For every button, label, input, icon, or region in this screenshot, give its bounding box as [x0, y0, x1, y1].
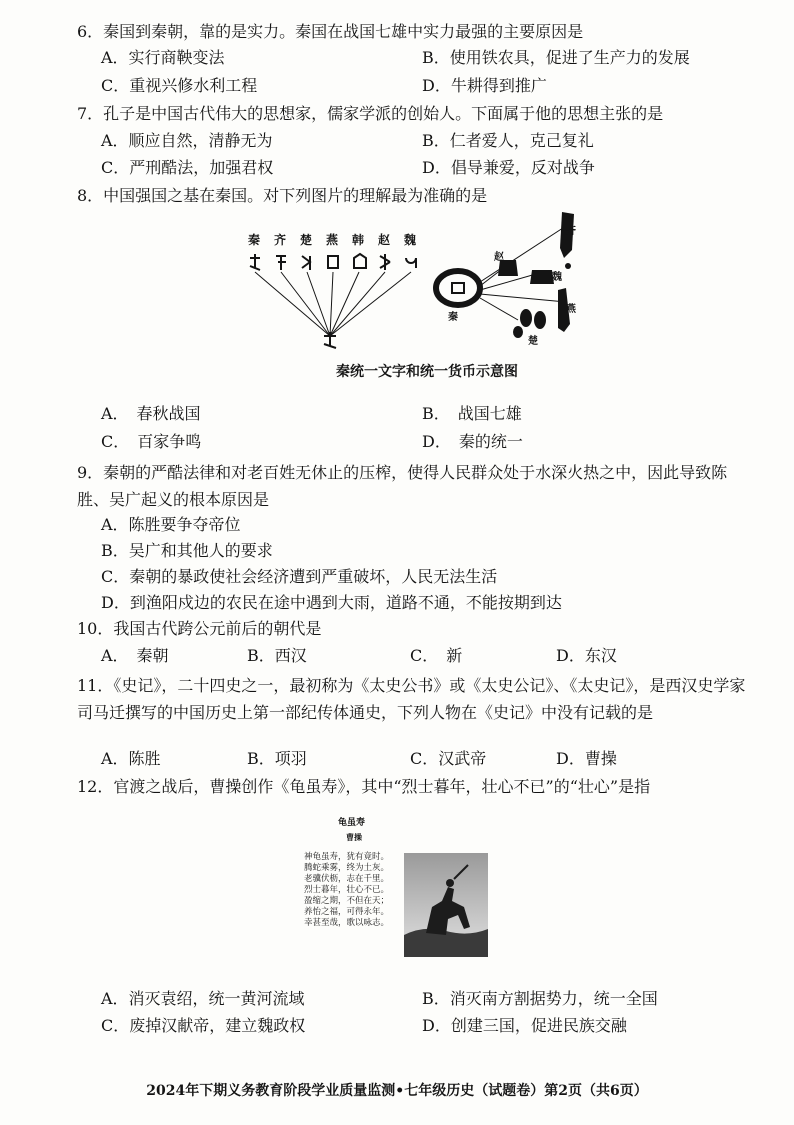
- seal-glyph-5: [354, 254, 366, 268]
- state-label-qin: 秦: [248, 233, 261, 247]
- seal-glyph-6: [380, 254, 390, 270]
- q7-option-b[interactable]: B．仁者爱人，克己复礼: [422, 131, 594, 150]
- wei-spade-coin: [530, 270, 554, 284]
- poem-line-2: 腾蛇乘雾，终为土灰。: [304, 863, 390, 873]
- q12-option-d[interactable]: D．创建三国，促进民族交融: [422, 1016, 627, 1035]
- q6-option-d[interactable]: D．牛耕得到推广: [422, 76, 547, 95]
- coin-label-qin: 秦: [448, 312, 458, 323]
- coin-diagram: [436, 212, 576, 347]
- q7-option-c[interactable]: C．严刑酷法，加强君权: [101, 158, 274, 177]
- page-footer: 2024年下期义务教育阶段学业质量监测•七年级历史（试题卷）第2页（共6页）: [146, 1083, 648, 1099]
- state-label-qi: 齐: [274, 233, 287, 247]
- poem-line-4: 烈士暮年，壮心不已。: [304, 885, 390, 895]
- coin-label-zhao: 赵: [494, 252, 504, 263]
- poem-line-1: 神龟虽寿，犹有竟时。: [304, 852, 390, 862]
- poem-line-7: 幸甚至哉，歌以咏志。: [304, 918, 390, 928]
- chu-antnose-coin-3: [513, 326, 523, 338]
- question-8-stem: 8．中国强国之基在秦国。对下列图片的理解最为准确的是: [77, 186, 488, 205]
- state-label-yan: 燕: [326, 233, 339, 247]
- coin-label-chu: 楚: [528, 336, 538, 347]
- seal-glyph-1: [250, 254, 260, 270]
- seal-glyph-7: [406, 258, 416, 268]
- q9-option-a[interactable]: A．陈胜要争夺帝位: [101, 515, 241, 534]
- poem-author: 曹操: [346, 832, 362, 842]
- question-7-stem: 7．孔子是中国古代伟大的思想家，儒家学派的创始人。下面属于他的思想主张的是: [77, 104, 664, 123]
- state-label-han: 韩: [352, 233, 365, 247]
- q8-option-d[interactable]: D． 秦的统一: [422, 432, 523, 451]
- q11-option-c[interactable]: C．汉武帝: [410, 749, 487, 768]
- seal-script-glyphs: [250, 254, 416, 270]
- q10-option-a[interactable]: A． 秦朝: [101, 646, 169, 665]
- q12-option-c[interactable]: C．废掉汉献帝，建立魏政权: [101, 1016, 306, 1035]
- question-10-stem: 10．我国古代跨公元前后的朝代是: [77, 619, 322, 638]
- q11-option-a[interactable]: A．陈胜: [101, 749, 161, 768]
- q10-option-d[interactable]: D．东汉: [556, 646, 617, 665]
- seal-glyph-4: [328, 256, 338, 268]
- q6-option-a[interactable]: A．实行商鞅变法: [101, 48, 225, 67]
- q9-option-d[interactable]: D．到渔阳戍边的农民在途中遇到大雨，道路不通，不能按期到达: [101, 593, 562, 612]
- q12-option-a[interactable]: A．消灭袁绍，统一黄河流域: [101, 989, 305, 1008]
- q12-option-b[interactable]: B．消灭南方割据势力，统一全国: [422, 989, 658, 1008]
- q7-option-a[interactable]: A．顺应自然，清静无为: [101, 131, 273, 150]
- seal-glyph-3: [302, 256, 310, 270]
- state-label-zhao: 赵: [378, 233, 391, 247]
- q11-option-b[interactable]: B．项羽: [247, 749, 307, 768]
- question-11-stem: 11．《史记》，二十四史之一，最初称为《太史公书》或《太史公记》、《太史记》，是西汉史学家司马迁撰写的中国历史上第一部纪传体通史，下列人物在《史记》中没有记载的是: [77, 676, 746, 722]
- poem-line-5: 盈缩之期，不但在天；: [304, 896, 390, 906]
- coin-label-yan: 燕: [566, 304, 576, 315]
- chu-antnose-coin-1: [520, 309, 532, 327]
- state-label-chu: 楚: [300, 233, 313, 247]
- q10-option-b[interactable]: B．西汉: [247, 646, 307, 665]
- poem-line-6: 养怡之福，可得永年。: [304, 907, 390, 917]
- unified-xiaozhuan-glyph: [324, 332, 336, 348]
- poem-line-3: 老骥伏枥，志在千里。: [304, 874, 390, 884]
- coin-label-qi: 齐: [566, 226, 576, 237]
- figure-8-caption: 秦统一文字和统一货币示意图: [336, 364, 518, 380]
- convergence-lines-script: [255, 272, 411, 336]
- q9-option-b[interactable]: B．吴广和其他人的要求: [101, 541, 273, 560]
- question-6-stem: 6．秦国到秦朝，靠的是实力。秦国在战国七雄中实力最强的主要原因是: [77, 22, 584, 41]
- q6-option-c[interactable]: C．重视兴修水利工程: [101, 76, 258, 95]
- q8-option-b[interactable]: B． 战国七雄: [422, 404, 522, 423]
- question-12-stem: 12．官渡之战后，曹操创作《龟虽寿》，其中“烈士暮年，壮心不已”的“壮心”是指: [77, 777, 651, 796]
- q9-option-c[interactable]: C．秦朝的暴政使社会经济遭到严重破坏，人民无法生活: [101, 567, 498, 586]
- seal-glyph-2: [276, 256, 286, 270]
- chu-antnose-coin-2: [534, 311, 546, 329]
- q8-option-a[interactable]: A． 春秋战国: [101, 404, 201, 423]
- cao-cao-statue-photo: [404, 853, 488, 957]
- q8-option-c[interactable]: C． 百家争鸣: [101, 432, 202, 451]
- banliang-coin: [436, 271, 480, 305]
- q10-option-c[interactable]: C． 新: [410, 646, 463, 665]
- banliang-coin-hole: [452, 283, 464, 293]
- coin-label-wei: 魏: [552, 272, 562, 283]
- q7-option-d[interactable]: D．倡导兼爱，反对战争: [422, 158, 595, 177]
- state-label-wei: 魏: [404, 233, 417, 247]
- question-9-stem: 9．秦朝的严酷法律和对老百姓无休止的压榨，使得人民群众处于水深火热之中，因此导致陈胜、吴广起义的根本原因是: [77, 463, 728, 509]
- q11-option-d[interactable]: D．曹操: [556, 749, 617, 768]
- poem-title: 龟虽寿: [338, 818, 366, 828]
- q6-option-b[interactable]: B．使用铁农具，促进了生产力的发展: [422, 48, 690, 67]
